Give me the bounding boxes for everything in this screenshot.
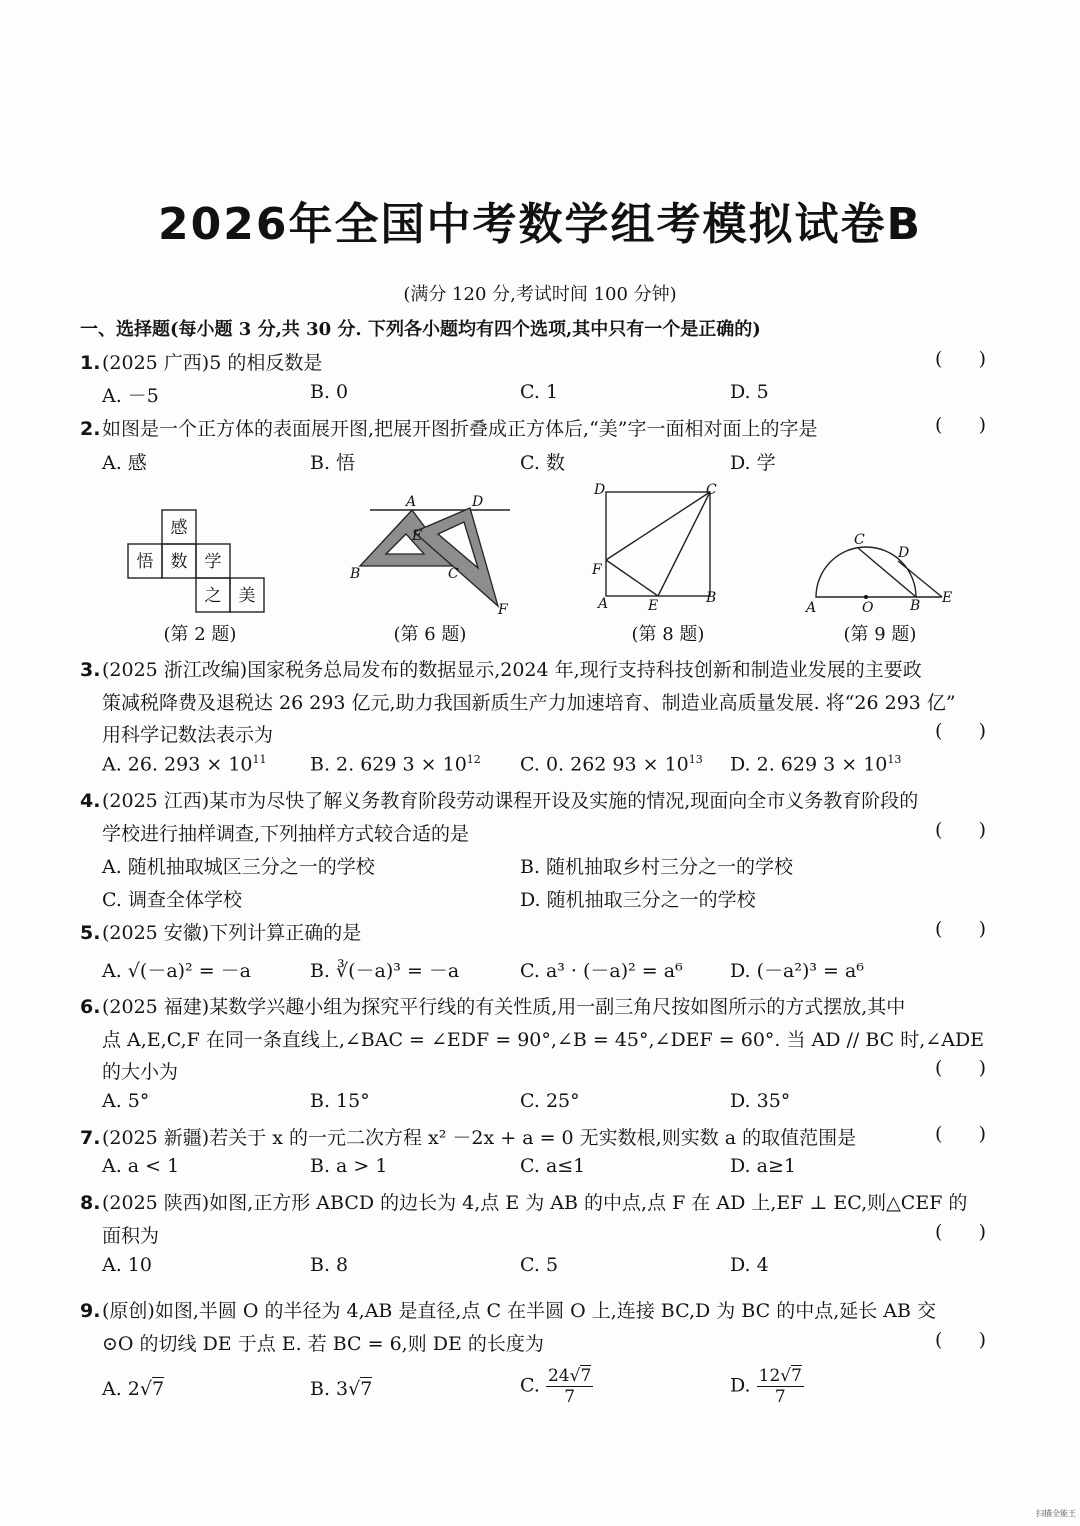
question-3	[80, 655, 922, 682]
point-label: B	[350, 566, 361, 582]
scanner-watermark: 扫描全能王	[1036, 1509, 1076, 1518]
question-stem-line: 学校进行抽样调查,下列抽样方式较合适的是	[102, 823, 470, 845]
question-stem: (2025 浙江改编)国家税务总局发布的数据显示,2024 年,现行支持科技创新和制造业发展的主要政	[102, 659, 922, 681]
question-stem: 如图是一个正方体的表面展开图,把展开图折叠成正方体后,“美”字一面相对面上的字是	[102, 418, 818, 440]
question-stem-line: 策减税降费及退税达 26 293 亿元,助力我国新质生产力加速培育、制造业高质量发展. 将“26 293 亿”	[102, 692, 956, 714]
point-label: D	[472, 494, 484, 510]
figure-cube-net	[120, 500, 280, 620]
point-label: F	[592, 562, 602, 578]
question-stem-line: 点 A,E,C,F 在同一条直线上,∠BAC = ∠EDF = 90°,∠B = 45°,∠DEF = 60°. 当 AD // BC 时,∠ADE	[102, 1029, 985, 1051]
question-4	[80, 786, 918, 813]
net-cell: 数	[170, 552, 188, 572]
option-a: A. √(－a)² = －a	[102, 960, 252, 982]
question-1	[80, 348, 322, 375]
question-stem: (2025 江西)某市为尽快了解义务教育阶段劳动课程开设及实施的情况,现面向全市义务教育阶段的	[102, 790, 919, 812]
question-9	[80, 1296, 936, 1323]
question-stem: (2025 安徽)下列计算正确的是	[102, 922, 362, 944]
point-label: C	[448, 566, 459, 582]
option-a: A. 2√7	[102, 1378, 165, 1400]
option-b: B. 3√7	[310, 1378, 373, 1400]
option-b: B. 2. 629 $3 \times 10^{12}$	[310, 753, 481, 776]
question-stem-line: ⊙O 的切线 DE 于点 E. 若 BC = 6,则 DE 的长度为	[102, 1333, 544, 1355]
option-d: D. 随机抽取三分之一的学校	[520, 889, 756, 911]
option-d: D. (－a²)³ = a⁶	[730, 960, 864, 982]
answer-blank-4: ( )	[935, 819, 987, 841]
option-d: D. $\frac{12√7}{7}$	[730, 1366, 802, 1407]
point-label: C	[854, 532, 865, 548]
question-number: 9.	[80, 1300, 101, 1322]
question-stem-line: 的大小为	[102, 1061, 179, 1083]
question-number: 2.	[80, 418, 101, 440]
answer-blank-2: ( )	[935, 414, 987, 436]
net-cell: 之	[204, 586, 222, 606]
point-label: C	[706, 482, 717, 498]
figure-set-squares	[340, 490, 520, 620]
option-c: C. a≤1	[520, 1155, 586, 1177]
question-number: 4.	[80, 790, 101, 812]
option-c: C. a³ · (－a)² = a⁶	[520, 960, 683, 982]
point-label: E	[942, 590, 953, 606]
question-5	[80, 918, 361, 945]
option-d: D. 5	[730, 381, 769, 403]
option-a: A. a < 1	[102, 1155, 180, 1177]
figure-caption: (第 2 题)	[163, 624, 237, 645]
answer-blank-6: ( )	[935, 1057, 987, 1079]
option-a: A. －5	[102, 385, 159, 407]
option-d: D. 2. 629 $3 \times 10^{13}$	[730, 753, 902, 776]
answer-blank-1: ( )	[935, 348, 987, 370]
figure-caption: (第 6 题)	[393, 624, 467, 645]
point-label: F	[498, 602, 508, 618]
answer-blank-8: ( )	[935, 1221, 987, 1243]
point-label: B	[910, 598, 921, 614]
exam-info: (满分 120 分,考试时间 100 分钟)	[403, 284, 677, 305]
question-stem: (2025 广西)5 的相反数是	[102, 352, 323, 374]
net-cell: 美	[238, 586, 256, 606]
answer-blank-3: ( )	[935, 720, 987, 742]
question-stem: (原创)如图,半圆 O 的半径为 4,AB 是直径,点 C 在半圆 O 上,连接 BC,D 为 BC 的中点,延长 AB 交	[102, 1300, 937, 1322]
point-label: E	[648, 598, 659, 614]
option-d: D. 学	[730, 452, 776, 474]
question-6	[80, 992, 905, 1019]
question-number: 3.	[80, 659, 101, 681]
figure-square	[588, 480, 728, 615]
figure-semicircle	[800, 530, 970, 620]
point-label: D	[898, 545, 910, 561]
section-heading: 一、选择题(每小题 3 分,共 30 分. 下列各小题均有四个选项,其中只有一个是正确的)	[80, 319, 761, 340]
option-a: A. 5°	[102, 1090, 150, 1112]
point-label: A	[806, 600, 817, 616]
option-d: D. 4	[730, 1254, 769, 1276]
option-b: B. ∛(－a)³ = －a	[310, 960, 460, 982]
answer-blank-5: ( )	[935, 918, 987, 940]
question-stem-line: 面积为	[102, 1225, 160, 1247]
option-a: A. 随机抽取城区三分之一的学校	[102, 856, 375, 878]
option-a: A. 26. $293 \times 10^{11}$	[102, 753, 267, 776]
answer-blank-7: ( )	[935, 1123, 987, 1145]
option-b: B. 15°	[310, 1090, 370, 1112]
question-number: 5.	[80, 922, 101, 944]
figure-caption: (第 9 题)	[843, 624, 917, 645]
question-number: 1.	[80, 352, 101, 374]
option-b: B. 8	[310, 1254, 349, 1276]
option-c: C. 调查全体学校	[102, 889, 242, 911]
question-8	[80, 1188, 967, 1215]
point-label: D	[594, 482, 606, 498]
point-label: B	[706, 590, 717, 606]
option-b: B. 随机抽取乡村三分之一的学校	[520, 856, 794, 878]
option-a: A. 感	[102, 452, 147, 474]
option-b: B. 0	[310, 381, 349, 403]
option-d: D. 35°	[730, 1090, 791, 1112]
net-cell: 学	[204, 552, 222, 572]
question-stem-line: 用科学记数法表示为	[102, 724, 274, 746]
question-2	[80, 414, 818, 441]
question-stem: (2025 陕西)如图,正方形 ABCD 的边长为 4,点 E 为 AB 的中点,点 F 在 AD 上,EF ⊥ EC,则△CEF 的	[102, 1192, 968, 1214]
point-label: E	[412, 528, 423, 544]
question-7	[80, 1123, 856, 1150]
question-number: 7.	[80, 1127, 101, 1149]
option-b: B. 悟	[310, 452, 356, 474]
option-c: C. 0. 262 $93 \times 10^{13}$	[520, 753, 703, 776]
option-a: A. 10	[102, 1254, 152, 1276]
option-c: C. 数	[520, 452, 565, 474]
option-c: C. $\frac{24√7}{7}$	[520, 1366, 592, 1407]
net-cell: 感	[170, 518, 188, 538]
option-d: D. a≥1	[730, 1155, 796, 1177]
answer-blank-9: ( )	[935, 1329, 987, 1351]
question-stem: (2025 新疆)若关于 x 的一元二次方程 x² －2x + a = 0 无实数根,则实数 a 的取值范围是	[102, 1127, 857, 1149]
page-title: 2026年全国中考数学组考模拟试卷B	[158, 199, 922, 250]
option-c: C. 25°	[520, 1090, 580, 1112]
question-number: 8.	[80, 1192, 101, 1214]
figure-caption: (第 8 题)	[631, 624, 705, 645]
question-stem: (2025 福建)某数学兴趣小组为探究平行线的有关性质,用一副三角尺按如图所示的方式摆放,其中	[102, 996, 906, 1018]
net-cell: 悟	[136, 552, 154, 572]
point-label: A	[598, 596, 609, 612]
option-c: C. 5	[520, 1254, 559, 1276]
option-b: B. a > 1	[310, 1155, 388, 1177]
option-c: C. 1	[520, 381, 559, 403]
point-label: A	[406, 494, 417, 510]
point-label: O	[862, 600, 874, 616]
question-number: 6.	[80, 996, 101, 1018]
